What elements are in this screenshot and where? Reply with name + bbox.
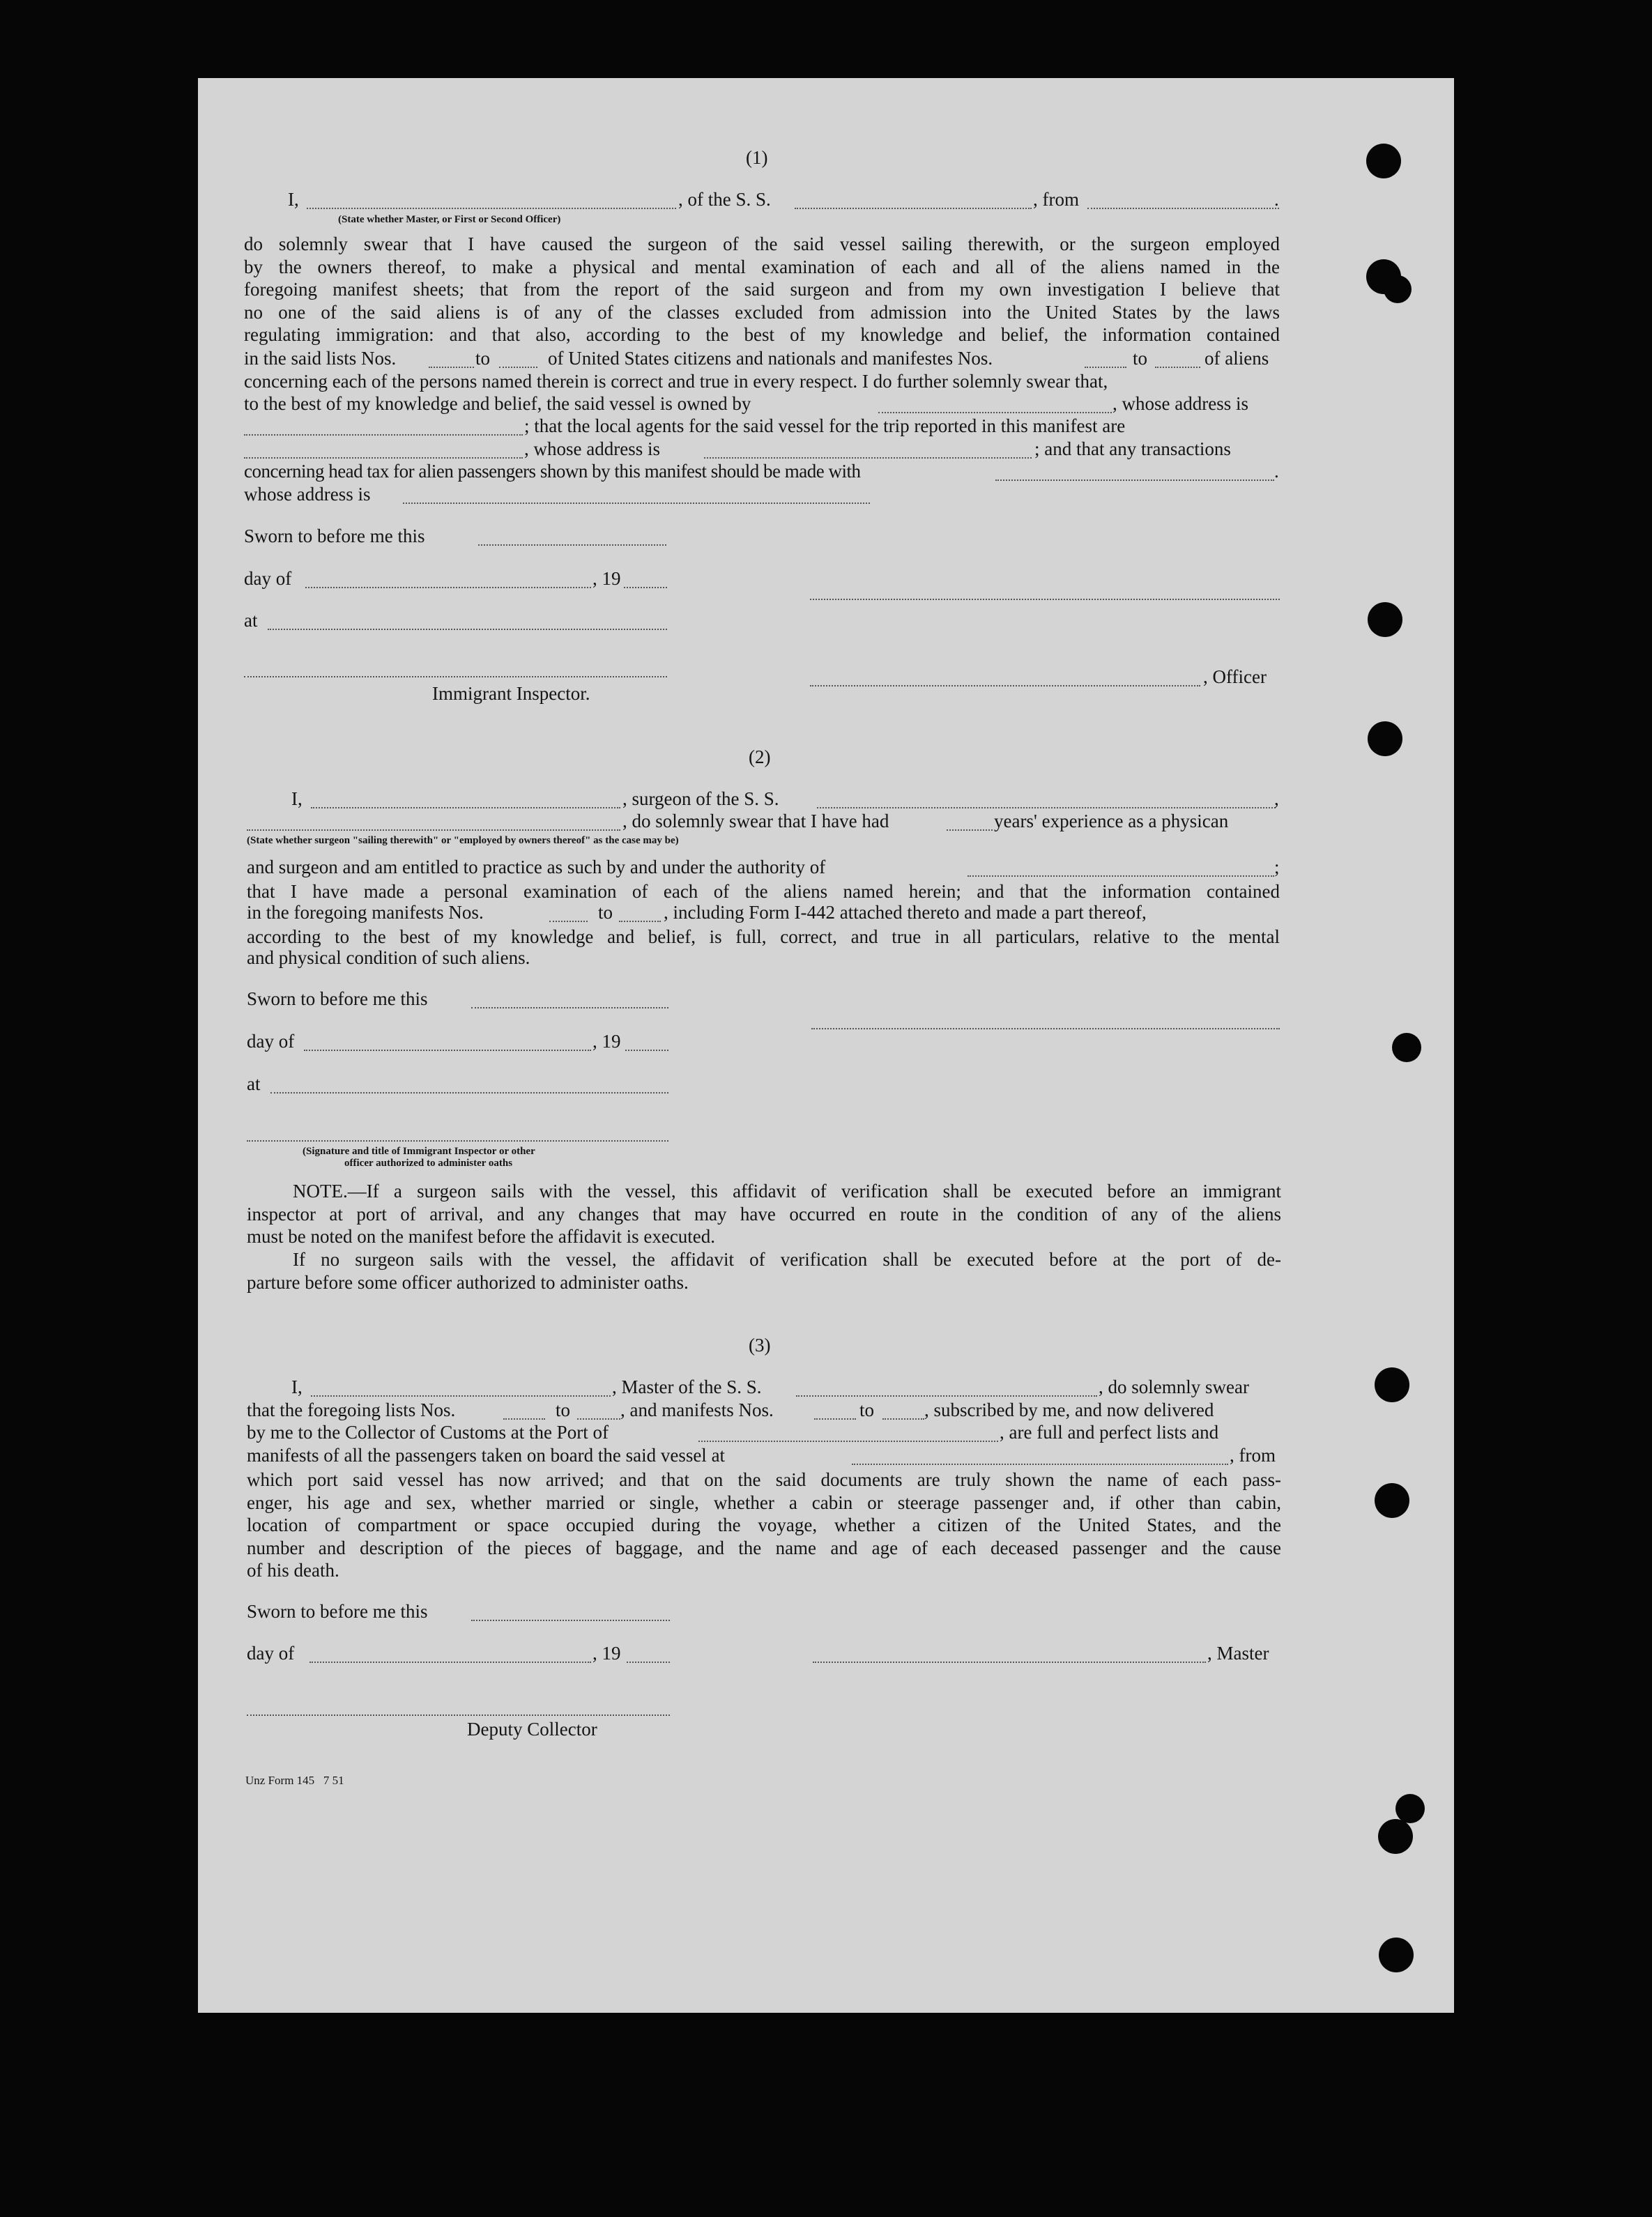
s3-l2d: to [859,1399,875,1420]
s3-i-label: I, [291,1376,303,1397]
s3-collector-signature-line[interactable] [247,1714,670,1716]
s1-line: no one of the said aliens is of any of the classes excluded from admission into the United States by the laws [244,301,1280,323]
s2-years-label: years' experience as a physican [994,811,1229,831]
s2-l5c: , including Form I-442 attached thereto and made a part thereof, [664,902,1147,923]
s2-signature-line[interactable] [811,1028,1280,1029]
s3-sworn-day-field[interactable] [471,1620,670,1621]
s2-surgeon-of-label: , surgeon of the S. S. [622,788,779,809]
note-paragraph-1 [247,1180,1281,1248]
s3-manifest-from-field[interactable] [814,1418,856,1420]
s1-us-list-from-field[interactable] [429,367,474,368]
s1-l10b: ; and that any transactions [1034,438,1231,459]
punch-hole [1392,1033,1421,1062]
s1-at-field[interactable] [268,629,667,630]
s3-l4a: manifests of all the passengers taken on board the said vessel at [247,1445,726,1466]
punch-hole [1384,275,1412,303]
s2-l6-paragraph [247,926,1280,949]
s2-sig-note-2: officer authorized to administer oaths [344,1158,513,1169]
s1-l9: ; that the local agents for the said vessel for the trip reported in this manifest are [524,415,1126,436]
s3-master-name-field[interactable] [311,1395,611,1397]
s1-oath-paragraph [244,233,1280,346]
s3-master-of-label: , Master of the S. S. [612,1376,762,1397]
s2-l5b: to [598,902,613,923]
s3-year-prefix: , 19 [592,1643,621,1664]
s1-l7: concerning each of the persons named therein is correct and true in every respect. I do further solemnly swear that, [244,371,1108,392]
s2-vessel-comma: , [1274,788,1279,809]
s3-line: which port said vessel has now arrived; and that on the said documents are truly shown the name of each pass- [247,1469,1281,1490]
s3-sworn-label: Sworn to before me this [247,1601,428,1622]
s2-l4-paragraph [247,880,1280,903]
s2-authority-semicolon: ; [1274,857,1280,877]
s1-signature-line[interactable] [810,599,1280,600]
s2-i-label: I, [291,788,303,809]
s3-list-to-field[interactable] [577,1418,620,1420]
s2-at-field[interactable] [270,1092,668,1094]
s1-line: by the owners thereof, to make a physical and mental examination of each and all of the aliens named in the [244,256,1280,277]
s3-l4b: , from [1230,1445,1276,1466]
s2-at-label: at [247,1073,261,1094]
section-1-heading: (1) [746,147,768,168]
s1-year-prefix: , 19 [592,568,621,589]
s3-l2e: , subscribed by me, and now delivered [924,1399,1214,1420]
s1-headtax-address-field[interactable] [403,503,870,504]
s1-owner-address-field[interactable] [244,434,523,436]
s2-years-field[interactable] [947,829,993,831]
s2-swear-label: , do solemnly swear that I have had [622,811,889,831]
s3-line: location of compartment or space occupied during the voyage, whether a citizen of the United States, and the [247,1514,1281,1535]
s1-owner-field[interactable] [878,412,1112,413]
s1-l6e: of aliens [1204,348,1269,369]
note-line: NOTE.—If a surgeon sails with the vessel, this affidavit of verification shall be executed before an immigrant [293,1181,1281,1202]
s1-alien-manifest-to-field[interactable] [1155,367,1200,368]
s3-list-from-field[interactable] [503,1418,545,1420]
s1-inspector-label: Immigrant Inspector. [432,683,590,704]
note-line: inspector at port of arrival, and any changes that may have occurred en route in the condition of any of the aliens [247,1203,1281,1225]
s3-line: enger, his age and sex, whether married or single, whether a cabin or steerage passenger and, if other than cabin, [247,1491,1281,1513]
s3-l2b: to [556,1399,571,1420]
s2-dayof-label: day of [247,1031,295,1052]
s3-master-signature-line[interactable] [813,1662,1206,1663]
s3-month-field[interactable] [309,1662,591,1663]
s1-sworn-label: Sworn to before me this [244,526,425,546]
s1-officer-note: (State whether Master, or First or Second Officer) [338,214,561,225]
punch-hole [1379,1938,1414,1972]
s1-inspector-signature-line[interactable] [244,676,667,677]
s3-line: of his death. [247,1560,339,1581]
s3-port-field[interactable] [698,1441,998,1442]
s1-l8b: , whose address is [1112,393,1248,414]
s1-l10a: , whose address is [524,438,660,459]
s2-sworn-day-field[interactable] [471,1007,668,1008]
s2-line: that I have made a personal examination of each of the aliens named herein; and that the information contained [247,881,1280,902]
s2-sworn-label: Sworn to before me this [247,988,428,1009]
s3-boarding-port-field[interactable] [852,1464,1228,1465]
s2-authority-field[interactable] [968,875,1274,877]
s2-surgeon-name-field[interactable] [311,807,620,808]
s1-headtax-period: . [1274,461,1279,482]
punch-hole [1375,1367,1409,1402]
section-3-heading: (3) [749,1335,771,1356]
punch-hole [1368,721,1402,756]
s1-line: regulating immigration: and that also, according to the best of my knowledge and belief, the information contained [244,324,1280,345]
s1-officer-name-field[interactable] [307,208,676,209]
s1-month-field[interactable] [305,587,591,588]
note-line: If no surgeon sails with the vessel, the affidavit of verification shall be executed before at the port of de- [293,1249,1281,1270]
s2-l5a: in the foregoing manifests Nos. [247,902,484,923]
s1-headtax-contact-field[interactable] [995,480,1274,481]
s3-l3b: , are full and perfect lists and [1000,1422,1219,1443]
s1-alien-manifest-from-field[interactable] [1085,367,1126,368]
s3-swear-label: , do solemnly swear [1099,1376,1249,1397]
s2-l3: and surgeon and am entitled to practice as such by and under the authority of [247,857,826,877]
s1-officer-signature-line[interactable] [810,685,1200,686]
s1-i-label: I, [288,189,299,210]
s1-sworn-day-field[interactable] [478,544,666,546]
s1-agents-address-field[interactable] [704,457,1032,459]
s2-status-note: (State whether surgeon "sailing therewith" or "employed by owners thereof" as the case may be) [247,835,679,846]
s1-l6d: to [1133,348,1148,369]
s3-line: number and description of the pieces of baggage, and the name and age of each deceased passenger and the cause [247,1537,1281,1558]
section-2-heading: (2) [749,746,771,767]
s1-agents-field[interactable] [244,457,523,459]
s3-l2a: that the foregoing lists Nos. [247,1399,456,1420]
s2-inspector-signature-line[interactable] [247,1140,668,1142]
s2-manifest-from-field[interactable] [549,921,588,922]
s1-l6c: of United States citizens and nationals and manifestes Nos. [548,348,993,369]
s2-l7: and physical condition of such aliens. [247,947,530,968]
s1-at-label: at [244,610,258,631]
s1-l6a: in the said lists Nos. [244,348,397,369]
note-paragraph-2 [247,1248,1281,1294]
s1-line: foregoing manifest sheets; that from the report of the said surgeon and from my own investigation I believe that [244,279,1280,300]
s1-l6b: to [475,348,491,369]
s3-dayof-label: day of [247,1643,295,1664]
s1-l8a: to the best of my knowledge and belief, the said vessel is owned by [244,393,751,414]
s3-l3a: by me to the Collector of Customs at the Port of [247,1422,609,1443]
s1-officer-label: , Officer [1203,666,1267,687]
s1-vessel-name-field[interactable] [795,208,1032,209]
s3-oath-paragraph [247,1468,1281,1582]
s1-of-ss-label: , of the S. S. [678,189,771,210]
s2-status-field[interactable] [247,829,620,831]
s1-l12: whose address is [244,484,371,505]
punch-hole [1368,602,1402,637]
punch-hole [1375,1483,1409,1518]
s3-vessel-name-field[interactable] [796,1395,1097,1397]
s3-deputy-label: Deputy Collector [467,1719,597,1740]
s1-from-period: . [1274,189,1279,210]
s2-year-prefix: , 19 [592,1031,621,1052]
punch-hole [1378,1819,1413,1854]
note-line: parture before some officer authorized to administer oaths. [247,1271,689,1293]
s1-from-label: , from [1033,189,1079,210]
s1-us-list-to-field[interactable] [499,367,537,368]
s2-line: according to the best of my knowledge and belief, is full, correct, and true in all particulars, relative to the mental [247,926,1280,947]
punch-hole [1395,1794,1425,1823]
s1-l11: concerning head tax for alien passengers shown by this manifest should be made with [244,461,861,482]
note-line: must be noted on the manifest before the affidavit is executed. [247,1226,716,1247]
s2-manifest-to-field[interactable] [619,921,661,922]
s1-year-field[interactable] [624,587,667,588]
punch-hole [1366,144,1401,178]
s3-l2c: , and manifests Nos. [620,1399,774,1420]
s1-line: do solemnly swear that I have caused the surgeon of the said vessel sailing therewith, or the surgeon employed [244,233,1280,254]
s2-year-field[interactable] [625,1050,668,1051]
s1-dayof-label: day of [244,568,292,589]
s3-master-label: , Master [1207,1643,1269,1664]
s2-sig-note-1: (Signature and title of Immigrant Inspector or other [303,1146,535,1157]
s2-vessel-name-field[interactable] [817,807,1276,808]
s1-from-field[interactable] [1087,208,1279,209]
s2-month-field[interactable] [304,1050,591,1051]
form-number: Unz Form 145 7 51 [245,1774,344,1787]
s3-manifest-to-field[interactable] [882,1418,924,1420]
s3-year-field[interactable] [627,1662,670,1663]
